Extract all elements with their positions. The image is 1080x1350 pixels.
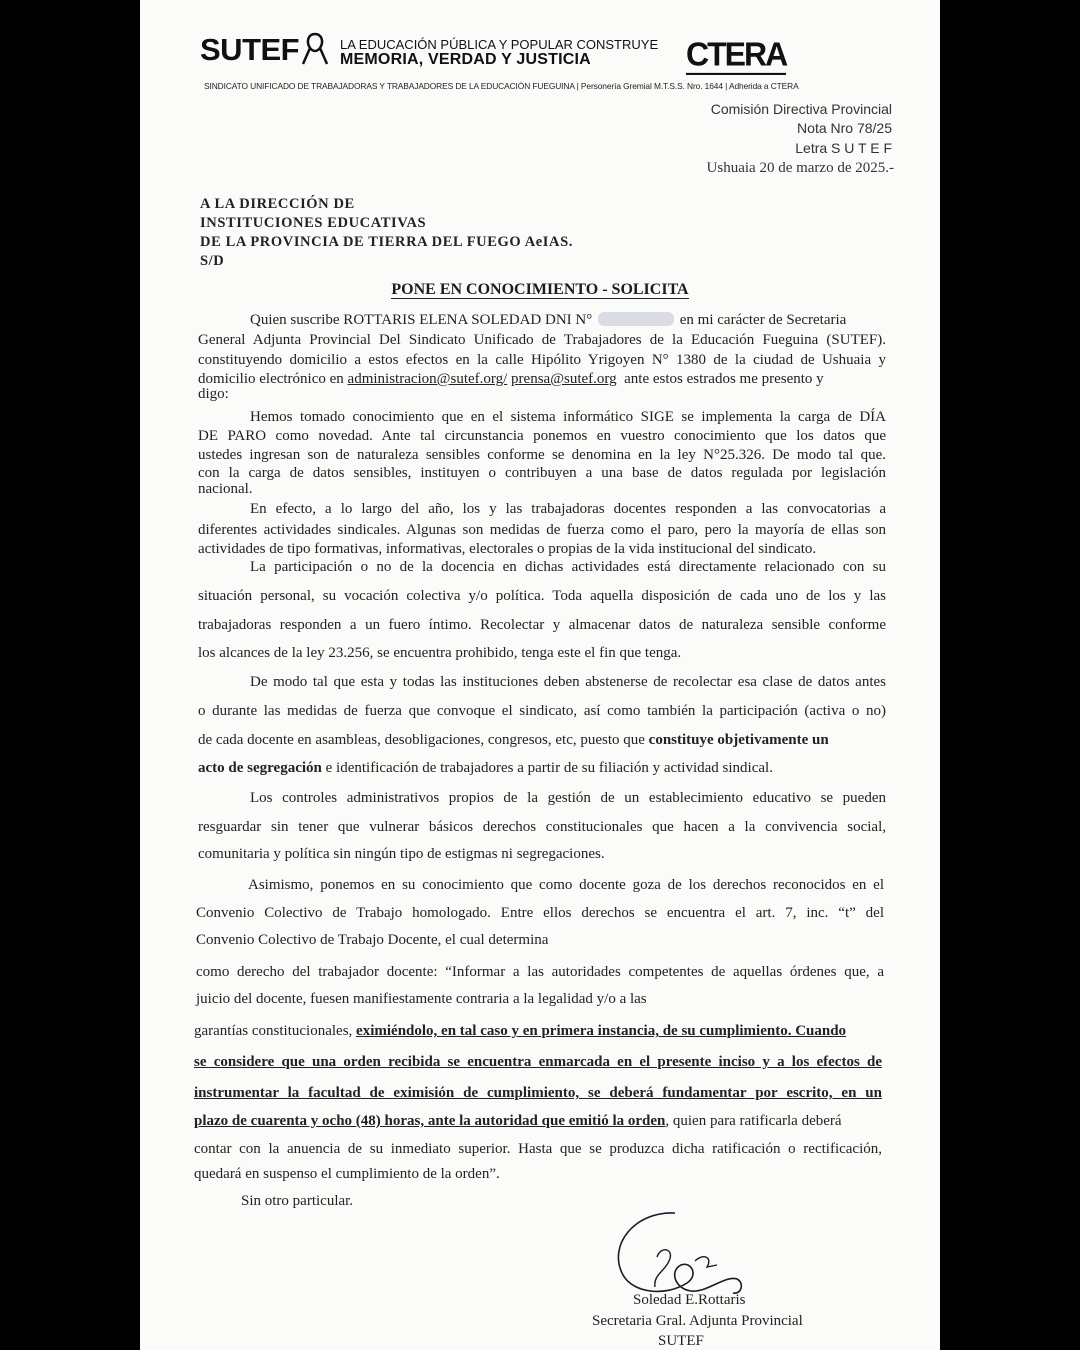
closing-text: Sin otro particular. bbox=[241, 1193, 354, 1209]
body-line: Asimismo, ponemos en su conocimiento que como docente goza de los derechos reconocidos en el bbox=[248, 877, 884, 893]
body-bold: constituye objetivamente un bbox=[648, 732, 829, 748]
body-line: trabajadoras responden a un fuero íntimo. Recolectar y almacenar datos de naturaleza sensible conforme bbox=[198, 617, 886, 633]
body-line: como derecho del trabajador docente: “Informar a las autoridades competentes de aquellas órdenes que, a bbox=[196, 964, 884, 980]
body-line: situación personal, su vocación colectiva y/o política. Toda aquella disposición de cada uno de los y las bbox=[198, 588, 886, 604]
place-date: Ushuaia 20 de marzo de 2025.- bbox=[706, 160, 894, 176]
document-title bbox=[140, 281, 940, 299]
body-line: o durante las medidas de fuerza que convoque el sindicato, así como también la participación (activa o no) bbox=[198, 703, 886, 719]
body-text: ante estos estrados me presento y bbox=[624, 371, 824, 387]
addressee-line: DE LA PROVINCIA DE TIERRA DEL FUEGO AeIAS. bbox=[200, 234, 574, 250]
body-line: con la carga de datos sensibles, instituyen o contribuyen a una base de datos regulada por legislación bbox=[198, 465, 886, 481]
body-line: juicio del docente, fuesen manifiestamente contraria a la legalidad y/o a las bbox=[196, 991, 647, 1007]
addressee-line: INSTITUCIONES EDUCATIVAS bbox=[200, 215, 427, 231]
body-line: contar con la anuencia de su inmediato superior. Hasta que se produzca dicha ratificación o rectificación, bbox=[194, 1141, 882, 1157]
document-page bbox=[140, 0, 940, 1350]
note-number: Nota Nro 78/25 bbox=[797, 120, 892, 136]
body-line: En efecto, a lo largo del año, los y las trabajadoras docentes responden a las convocatorias a bbox=[250, 501, 886, 517]
body-bold-underlined: eximiéndolo, en tal caso y en primera instancia, de su cumplimiento. Cuando bbox=[356, 1023, 847, 1039]
body-text: de cada docente en asambleas, desobligaciones, congresos, etc, puesto que bbox=[198, 732, 645, 748]
redacted-dni bbox=[598, 312, 674, 326]
ctera-logo-text: CTERA bbox=[686, 35, 786, 75]
body-line: DE PARO como novedad. Ante tal circunstancia ponemos en vuestro conocimiento que los datos que bbox=[198, 428, 886, 444]
body-line: La participación o no de la docencia en dichas actividades está directamente relacionado con su bbox=[250, 559, 886, 575]
addressee-line: S/D bbox=[200, 253, 225, 269]
body-line: General Adjunta Provincial Del Sindicato Unificado de Trabajadores de la Educación Fueguina (SUTEF). bbox=[198, 332, 886, 348]
body-line: nacional. bbox=[198, 481, 253, 497]
body-line: resguardar sin tener que vulnerar básicos derechos constitucionales que hacen a la convivencia social, bbox=[198, 819, 886, 835]
document-title-text: PONE EN CONOCIMIENTO - SOLICITA bbox=[391, 281, 689, 298]
letter-code: Letra S U T E F bbox=[795, 140, 892, 156]
sutef-logo: SUTEF bbox=[200, 32, 300, 67]
signature-org: SUTEF bbox=[658, 1333, 704, 1349]
body-line: Convenio Colectivo de Trabajo homologado. Entre ellos derechos se encuentra el art. 7, inc. “t” del bbox=[196, 905, 884, 921]
addressee-line: A LA DIRECCIÓN DE bbox=[200, 196, 355, 212]
body-line: Los controles administrativos propios de la gestión de un establecimiento educativo se pueden bbox=[250, 790, 886, 806]
body-bold: acto de segregación bbox=[198, 760, 322, 776]
body-line: ustedes ingresan son de naturaleza sensibles conforme se denomina en la ley N°25.326. De modo tal que. bbox=[198, 447, 886, 463]
body-bold-underlined: plazo de cuarenta y ocho (48) horas, ante la autoridad que emitió la orden bbox=[194, 1113, 666, 1129]
body-line: Hemos tomado conocimiento que en el sistema informático SIGE se implementa la carga de DÍA bbox=[250, 409, 886, 425]
tagline-2: MEMORIA, VERDAD Y JUSTICIA bbox=[340, 51, 591, 68]
body-line: los alcances de la ley 23.256, se encuentra prohibido, tenga este el fin que tenga. bbox=[198, 645, 682, 661]
body-line: comunitaria y política sin ningún tipo de estigmas ni segregaciones. bbox=[198, 846, 605, 862]
body-line: se considere que una orden recibida se encuentra enmarcada en el presente inciso y a los efectos de bbox=[194, 1054, 882, 1070]
email-link[interactable]: prensa@sutef.org bbox=[511, 371, 617, 387]
body-line: instrumentar la facultad de eximisión de cumplimiento, se deberá fundamentar por escrito, en un bbox=[194, 1085, 882, 1101]
body-line bbox=[194, 1112, 882, 1130]
body-line bbox=[198, 759, 886, 777]
body-line: De modo tal que esta y todas las instituciones deben abstenerse de recolectar esa clase de datos antes bbox=[250, 674, 886, 690]
signature-role: Secretaria Gral. Adjunta Provincial bbox=[592, 1313, 803, 1329]
tagline-1: LA EDUCACIÓN PÚBLICA Y POPULAR CONSTRUYE bbox=[340, 37, 659, 52]
body-text: domicilio electrónico en bbox=[198, 371, 344, 387]
body-line: diferentes actividades sindicales. Algunas son medidas de fuerza como el paro, pero la mayoría de ellas son bbox=[198, 522, 886, 538]
signature-name: Soledad E.Rottaris bbox=[633, 1292, 746, 1308]
body-line: Convenio Colectivo de Trabajo Docente, el cual determina bbox=[196, 932, 549, 948]
body-text: garantías constitucionales, bbox=[194, 1023, 353, 1039]
body-line bbox=[250, 311, 886, 329]
commission-label: Comisión Directiva Provincial bbox=[710, 101, 892, 117]
body-text: , quien para ratificarla deberá bbox=[665, 1113, 842, 1129]
body-text: en mi carácter de Secretaria bbox=[679, 312, 847, 328]
ctera-logo bbox=[686, 35, 786, 74]
body-line: constituyendo domicilio a estos efectos en la calle Hipólito Yrigoyen N° 1380 de la ciudad de Ushuaia y bbox=[198, 352, 886, 368]
body-line: actividades de tipo formativas, informativas, electorales o propias de la vida institucional del sindicato. bbox=[198, 541, 817, 557]
body-line: digo: bbox=[198, 386, 229, 402]
email-link[interactable]: administracion@sutef.org/ bbox=[347, 371, 508, 387]
body-line bbox=[198, 731, 886, 749]
body-text: Quien suscribe ROTTARIS ELENA SOLEDAD DNI N° bbox=[250, 312, 593, 328]
body-text: e identificación de trabajadores a partir de su filiación y actividad sindical. bbox=[325, 760, 773, 776]
letterhead-subline: SINDICATO UNIFICADO DE TRABAJADORAS Y TRABAJADORES DE LA EDUCACIÓN FUEGUINA | Personería Gremial M.T.S.S. Nro. 1644 | Adherida a CTERA bbox=[204, 81, 799, 91]
ribbon-icon bbox=[300, 30, 330, 68]
body-line bbox=[194, 1022, 882, 1040]
body-line: quedará en suspenso el cumplimiento de la orden”. bbox=[194, 1166, 500, 1182]
